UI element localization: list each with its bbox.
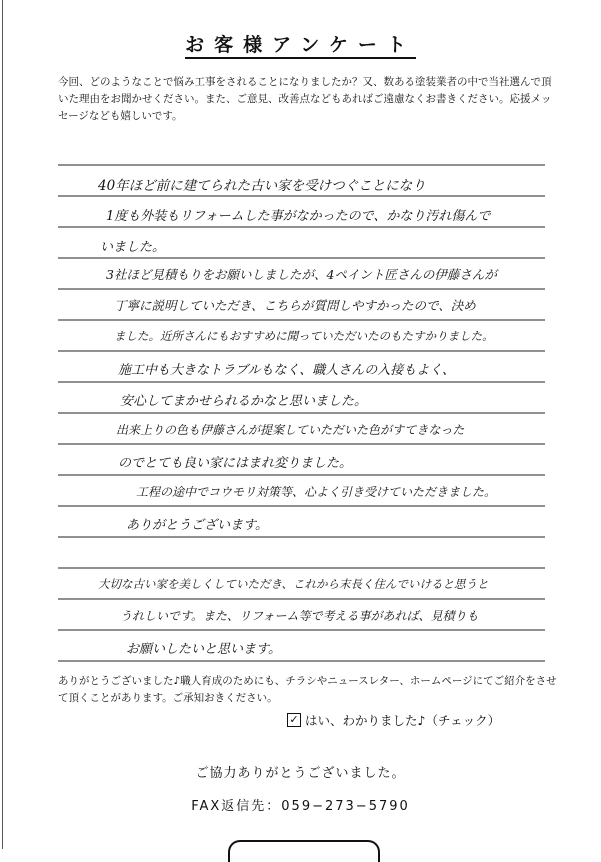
checkbox[interactable] <box>287 713 301 727</box>
intro-text: 今回、どのようなことで悩み工事をされることになりましたか？又、数ある塗装業者の中で当社選んで頂いた理由をお聞かせください。また、ご意見、改善点などもあればご遠慮なくお書きください。応援メッセージなども嬉しいです。 <box>58 76 552 122</box>
handwritten-line: 施工中も大きなトラブルもなく、職人さんの入接もよく、 <box>118 363 455 378</box>
handwritten-line: お願いしたいと思います。 <box>126 642 281 657</box>
publication-notice: ありがとうございました♪職人育成のためにも、チラシやニュースレター、ホームページにてご紹介をさせて頂くことがあります。ご承知おきください。 <box>58 675 557 704</box>
handwritten-line: ありがとうございます。 <box>126 518 268 533</box>
handwritten-line: うれしいです。また、リフォーム等で考える事があれば、見積りも <box>120 609 479 623</box>
handwritten-line: いました。 <box>100 240 166 255</box>
consent-label: はい、わかりました♪（チェック） <box>305 713 501 728</box>
thanks-message: ご協力ありがとうございました。 <box>195 766 406 781</box>
page-title <box>0 30 601 57</box>
handwritten-line: 出来上りの色も伊藤さんが提案していただいた色がすてきなった <box>116 423 465 437</box>
handwritten-line: 大切な古い家を美しくしていただき、これから末長く住んでいけると思うと <box>98 577 489 591</box>
handwritten-line: ました。近所さんにもおすすめに聞っていただいたのもたすかりました。 <box>114 329 494 343</box>
checkmark-icon: ✓ <box>289 713 299 726</box>
page-title-text: お客様アンケート <box>185 34 416 59</box>
handwritten-line: 1度も外装もリフォームした事がなかったので、かなり汚れ傷んで <box>106 209 491 224</box>
bottom-tab-outline <box>228 840 380 862</box>
handwritten-line: 40年ほど前に建てられた古い家を受けつぐことになり <box>98 178 426 194</box>
handwritten-line: 3社ほど見積もりをお願いしましたが、4ペイント匠さんの伊藤さんが <box>106 267 497 282</box>
fax-number: FAX返信先：059−273−5790 <box>191 799 410 814</box>
handwritten-line: 安心してまかせられるかなと思いました。 <box>120 394 368 409</box>
handwritten-line: 丁寧に説明していただき、こちらが質問しやすかったので、決め <box>114 298 476 313</box>
handwritten-line: のでとても良い家にはまれ変りました。 <box>118 456 353 471</box>
scan-edge <box>2 0 3 849</box>
handwritten-line: 工程の途中でコウモリ対策等、心よく引き受けていただきました。 <box>136 485 497 499</box>
consent-checkbox-row[interactable] <box>287 711 500 729</box>
